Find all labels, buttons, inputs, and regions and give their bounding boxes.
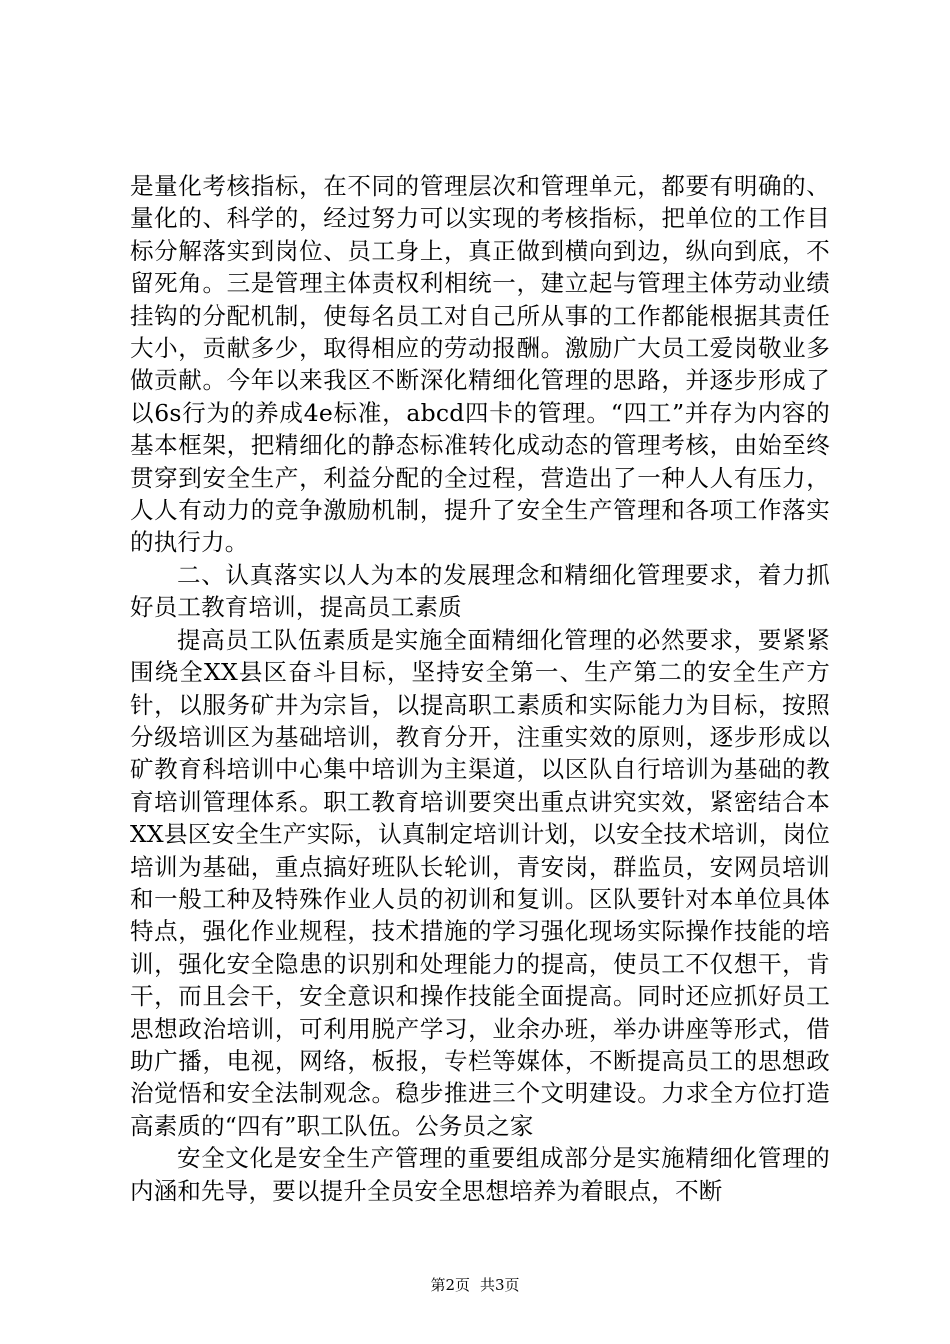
page-total: 共3页: [480, 1276, 520, 1294]
page-footer: [0, 1274, 950, 1296]
section-heading-2: 二、认真落实以人为本的发展理念和精细化管理要求，着力抓好员工教育培训，提高员工素质: [130, 560, 830, 622]
body-text: [130, 170, 830, 1207]
paragraph-1: 是量化考核指标，在不同的管理层次和管理单元，都要有明确的、量化的、科学的，经过努力可以实现的考核指标，把单位的工作目标分解落实到岗位、员工身上，真正做到横向到边，纵向到底，不留死角。三是管理主体责权利相统一，建立起与管理主体劳动业绩挂钩的分配机制，使每名员工对自己所从事的工作都能根据其责任大小，贡献多少，取得相应的劳动报酬。激励广大员工爱岗敬业多做贡献。今年以来我区不断深化精细化管理的思路，并逐步形成了以6s行为的养成4e标准，abcd四卡的管理。“四工”并存为内容的基本框架，把精细化的静态标准转化成动态的管理考核，由始至终贯穿到安全生产，利益分配的全过程，营造出了一种人人有压力，人人有动力的竞争激励机制，提升了安全生产管理和各项工作落实的执行力。: [130, 172, 830, 557]
paragraph-3: 提高员工队伍素质是实施全面精细化管理的必然要求，要紧紧围绕全XX县区奋斗目标，坚持安全第一、生产第二的安全生产方针，以服务矿井为宗旨，以提高职工素质和实际能力为目标，按照分级培训区为基础培训，教育分开，注重实效的原则，逐步形成以矿教育科培训中心集中培训为主渠道，以区队自行培训为基础的教育培训管理体系。职工教育培训要突出重点讲究实效，紧密结合本XX县区安全生产实际，认真制定培训计划，以安全技术培训，岗位培训为基础，重点搞好班队长轮训，青安岗，群监员，安网员培训和一般工种及特殊作业人员的初训和复训。区队要针对本单位具体特点，强化作业规程，技术措施的学习强化现场实际操作技能的培训，强化安全隐患的识别和处理能力的提高，使员工不仅想干，肯干，而且会干，安全意识和操作技能全面提高。同时还应抓好员工思想政治培训，可利用脱产学习，业余办班，举办讲座等形式，借助广播，电视，网络，板报，专栏等媒体，不断提高员工的思想政治觉悟和安全法制观念。稳步推进三个文明建设。力求全方位打造高素质的“四有”职工队伍。公务员之家: [130, 625, 830, 1140]
page-number: 第2页: [430, 1276, 470, 1294]
paragraph-4: 安全文化是安全生产管理的重要组成部分是实施精细化管理的内涵和先导，要以提升全员安全思想培养为着眼点，不断: [130, 1144, 830, 1205]
